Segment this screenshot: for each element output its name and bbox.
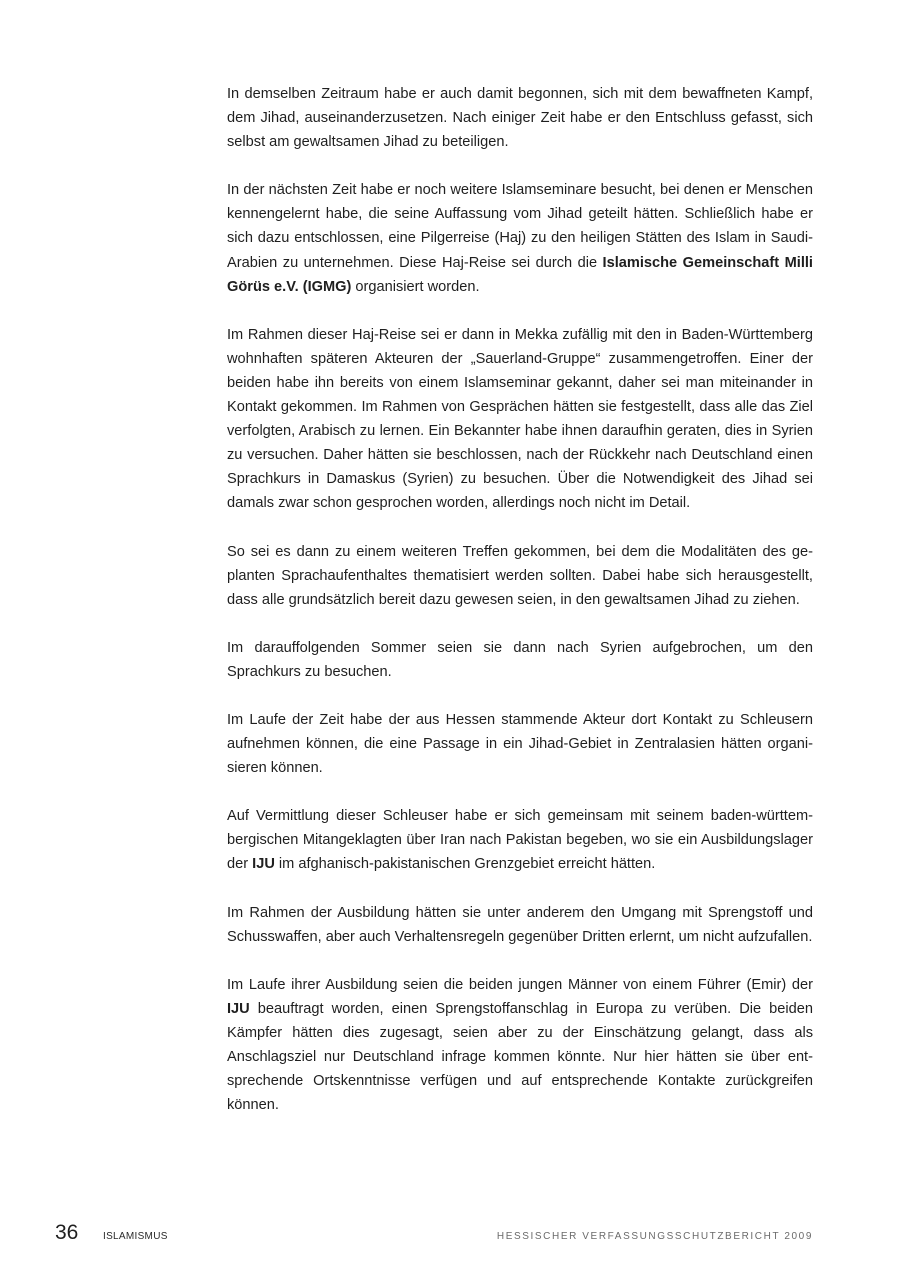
paragraph-2: In der nächsten Zeit habe er noch weitere Islamseminare besucht, bei denen er Menschen kennengelernt habe, die seine Auffassung vom Jihad geteilt hätten. Schließlich habe er sich dazu entschlossen, eine Pilgerreise (Haj) zu den heiligen Stätten des Islam in Saudi-Arabien zu unternehmen. Diese Haj-Reise sei durch die Islamische Gemeinschaft Milli Görüs e.V. (IGMG) organisiert worden. (227, 182, 813, 295)
organization-name-iju: IJU (252, 856, 275, 873)
paragraph-6: Im Laufe der Zeit habe der aus Hessen stammende Akteur dort Kontakt zu Schleusern aufnehmen können, die eine Passage in ein Jihad-Gebiet in Zentralasien hätten organisieren können. (227, 711, 813, 777)
paragraph-1: In demselben Zeitraum habe er auch damit begonnen, sich mit dem bewaffneten Kampf, dem Jihad, auseinanderzusetzen. Nach einiger Zeit habe er den Entschluss gefasst, sich selbst am gewaltsamen Jihad zu beteiligen. (227, 86, 813, 151)
document-body (227, 82, 813, 1141)
section-title: ISLAMISMUS (103, 1231, 168, 1242)
page-number: 36 (55, 1221, 79, 1244)
paragraph-9: Im Laufe ihrer Ausbildung seien die beiden jungen Männer von einem Führer (Emir) der IJU beauftragt worden, einen Sprengstoffanschlag in Europa zu verüben. Die beiden Kämpfer hätten dies zugesagt, seien aber zu der Einschätzung gelangt, dass als Anschlagsziel nur Deutschland infrage kommen könnte. Nur hier hätten sie über entsprechende Ortskenntnisse verfügen und auf entsprechende Kontakte zurückgreifen können. (227, 976, 813, 1114)
paragraph-3: Im Rahmen dieser Haj-Reise sei er dann in Mekka zufällig mit den in Baden-Württemberg wohnhaften späteren Akteuren der „Sauerland-Gruppe“ zusammengetroffen. Einer der beiden habe ihn bereits von einem Islamseminar gekannt, daher sei man miteinander in Kontakt gekommen. Im Rahmen von Gesprächen hätten sie festgestellt, dass alle das Ziel verfolgten, Arabisch zu lernen. Ein Bekannter habe ihnen daraufhin geraten, dies in Syrien zu versuchen. Daher hätten sie beschlossen, nach der Rückkehr nach Deutschland einen Sprachkurs in Damaskus (Syrien) zu besuchen. Über die Notwendigkeit des Jihad sei damals zwar schon gesprochen worden, allerdings noch nicht im Detail. (227, 326, 813, 512)
report-title: HESSISCHER VERFASSUNGSSCHUTZBERICHT 2009 (496, 1231, 813, 1242)
paragraph-8: Im Rahmen der Ausbildung hätten sie unter anderem den Umgang mit Sprengstoff und Schusswaffen, aber auch Verhaltensregeln gegenüber Dritten erlernt, um nicht aufzufallen. (227, 904, 813, 945)
organization-name-igmg: Islamische Gemeinschaft Milli Görüs e.V. (IGMG) (227, 254, 813, 295)
paragraph-7: Auf Vermittlung dieser Schleuser habe er sich gemeinsam mit seinem baden-württembergischen Mitangeklagten über Iran nach Pakistan begeben, wo sie ein Ausbildungslager der IJU im afghanisch-pakistanischen Grenzgebiet erreicht hätten. (227, 808, 813, 873)
paragraph-5: Im darauffolgenden Sommer seien sie dann nach Syrien aufgebrochen, um den Sprachkurs zu besuchen. (227, 639, 813, 680)
paragraph-4: So sei es dann zu einem weiteren Treffen gekommen, bei dem die Modalitäten des geplanten Sprachaufenthaltes thematisiert werden sollten. Dabei habe sich herausgestellt, dass alle grundsätzlich bereit dazu gewesen seien, in den gewaltsamen Jihad zu ziehen. (227, 543, 813, 608)
organization-name-iju: IJU (227, 1000, 250, 1017)
